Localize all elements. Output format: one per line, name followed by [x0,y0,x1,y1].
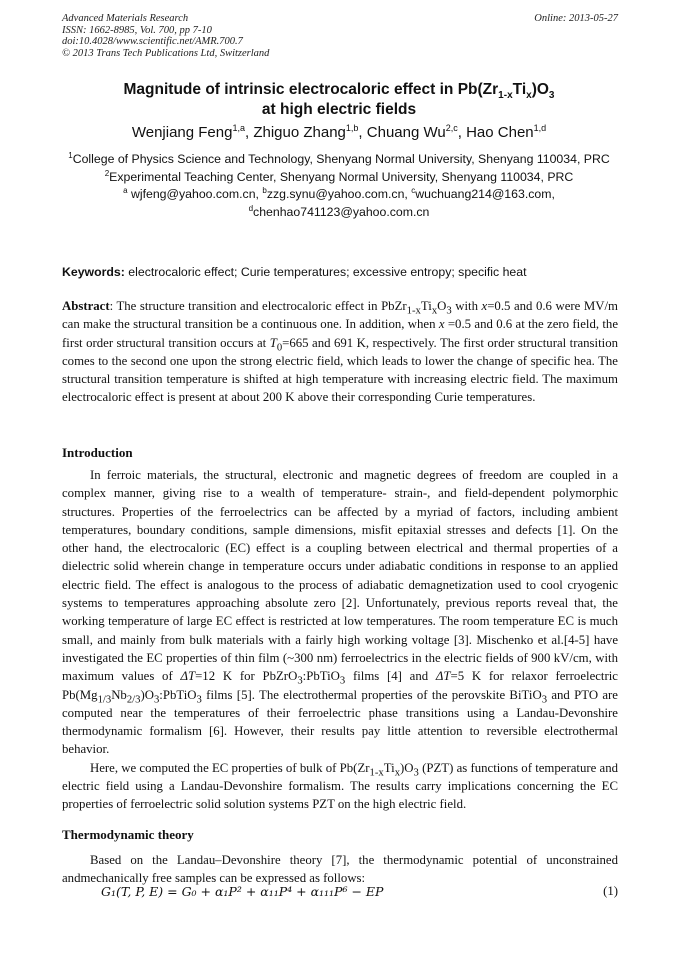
online-date: Online: 2013-05-27 [534,13,618,24]
keywords-text: electrocaloric effect; Curie temperatures; excessive entropy; specific heat [124,265,527,279]
paragraph: Based on the Landau–Devonshire theory [7], the thermodynamic potential of unconstrained andmechanically free samples can be expressed as follows: [62,853,618,886]
paper-title-line2: at high electric fields [261,101,417,118]
equation-number: (1) [603,884,618,898]
paper-title: Magnitude of intrinsic electrocaloric effect in $Pb(Zr_{1-x}Ti_x)O_3$ at high electric fields [62,80,616,120]
copyright-line: © 2013 Trans Tech Publications Ltd, Switzerland [62,47,270,59]
author-name: Chuang Wu [366,124,446,141]
affiliations [62,151,616,221]
email-link[interactable]: chenhao741123@yahoo.com.cn [253,204,430,219]
author-name: Hao Chen [466,124,534,141]
author-list: Wenjiang Feng$^{1,a}$, Zhiguo Zhang$^{1,b}$, Chuang Wu$^{2,c}$, Hao Chen$^{1,d}$ [131,123,547,141]
email-line-2: $^d$chenhao741123@yahoo.com.cn [248,203,430,219]
equation-text: G₁(T, P, E) = G₀ + α₁P² + α₁₁P⁴ + α₁₁₁P⁶ − EP [101,884,384,899]
doi-line: doi:10.4028/www.scientific.net/AMR.700.7 [62,36,243,47]
email-line: $^a$ wjfeng@yahoo.com.cn, $^b$zzg.synu@yahoo.com.cn, $^c$wuchuang214@163.com, [123,185,555,201]
issn-line: ISSN: 1662-8985, Vol. 700, pp 7-10 [62,24,212,36]
paragraph: Here, we computed the EC properties of bulk of $Pb(Zr_{1-x}Ti_x)O_3$ (PZT) as functions of temperature and electric field using a Landau-Devonshire formalism. The results carry implications concerning the EC properties of ferroelectric solid solution systems PZT on the high electric field. [62,760,618,812]
email-link[interactable]: wuchuang214@163.com, [415,187,555,201]
journal-name: Advanced Materials Research [62,13,189,24]
paragraph: In ferroic materials, the structural, electronic and magnetic degrees of freedom are coupled in a complex manner, giving rise to a wealth of temperature- strain-, and field-dependent polymorphic structures. Properties of the ferroelectrics can be affected by a myriad of factors, including ambient temperatures, boundary conditions, sample dimensions, misfit epitaxial stresses and defects [1]. On the other hand, the electrocaloric (EC) effect is a coupling between electrical and thermal properties of a dielectric solid wherein change in temperature occurs under adiabatic conditions in response to an applied electric field. The effect is analogous to the process of adiabatic demagnetization used to cool cryogenic systems to temperatures approaching absolute zero [2]. Unfortunately, previous reports reveal that, the working temperature of large EC effect is restricted at low temperatures. The room temperature EC is much small, and mainly from bulk materials with a fairly high working voltage [3]. Mischenko et al.[4-5] have investigated the EC properties of thin film (~300 nm) ferroelectrics in the electric fields of 900 kV/cm, with maximum values of ΔT=12 K for PbZrO$_3$:PbTiO$_3$ films [4] and ΔT=5 K for relaxor ferroelectric $Pb(Mg_{1/3}Nb_{2/3})O_3:PbTiO_3$ films [5]. The electrothermal properties of the perovskite BiTiO$_3$ and PTO are computed near the temperatures of their ferroelectric phase transitions using a Landau-Devonshire thermodynamic formalism [6]. However, their results pay little attention to reversible electrothermal behavior. [62,468,618,757]
section-heading-introduction: Introduction [62,445,133,460]
author-name: Zhiguo Zhang [253,124,346,141]
keywords [62,264,618,281]
journal-header [62,13,618,59]
abstract-label: Abstract [62,299,110,313]
equation-1 [101,884,618,899]
keywords-label: Keywords: [62,265,125,279]
section-heading-thermodynamic-theory: Thermodynamic theory [62,827,194,842]
affiliation-2: $^2$Experimental Teaching Center, Shenyang Normal University, Shenyang 110034, PRC [104,168,574,184]
email-link[interactable]: zzg.synu@yahoo.com.cn, [266,187,412,201]
thermodynamic-body [62,851,618,888]
affiliation-1: $^1$College of Physics Science and Technology, Shenyang Normal University, Shenyang 110034, PRC [68,150,610,166]
author-name: Wenjiang Feng [131,124,233,141]
email-link[interactable]: wjfeng@yahoo.com.cn, [127,187,263,201]
abstract: Abstract: The structure transition and electrocaloric effect in $PbZr_{1-x}Ti_xO_3$ with x=0.5 and 0.6 were MV/m can make the structural transition be a continuous one. In addition, when x =0.5 and 0.6 at the zero field, the first order structural transition occurs at $T_0=665$ and 691 K, respectively. The first order structural transition comes to the second one upon the strong electric field, which leads to lower the change of specific hea. The structural transition temperature is shifted at high temperature with increasing electric field. The maximum electrocaloric effect is present at about 200 K above their corresponding Curie temperatures. [62,299,618,405]
introduction-body [62,466,618,814]
